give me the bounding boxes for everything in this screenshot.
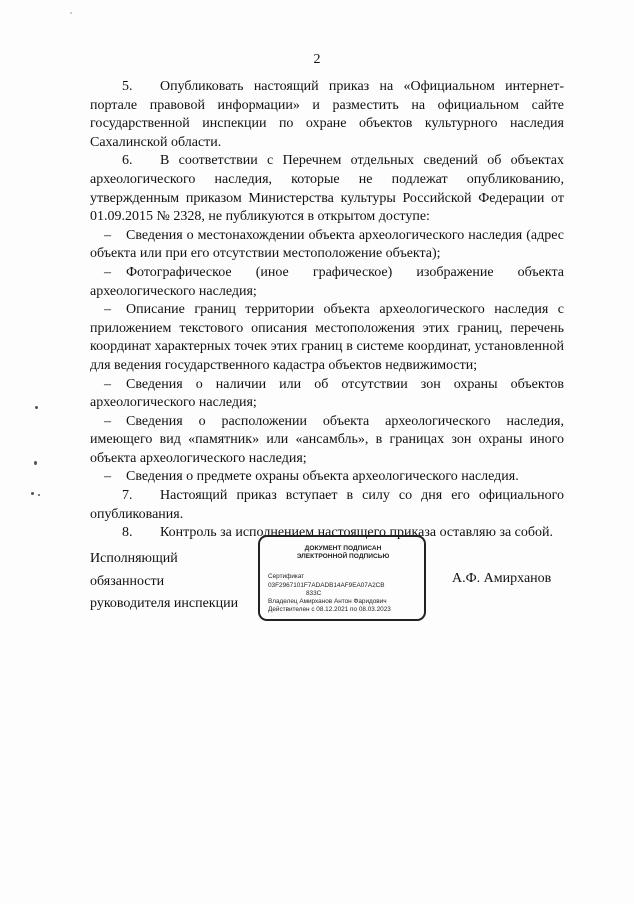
dash-item-text: Фотографическое (иное графическое) изображение объекта археологического наследия; xyxy=(90,264,564,299)
signatory-position xyxy=(90,548,250,616)
scan-speck xyxy=(38,494,40,496)
dash-bullet: – xyxy=(104,302,111,318)
page-number: 2 xyxy=(313,52,321,67)
stamp-heading: ЭЛЕКТРОННОЙ ПОДПИСЬЮ xyxy=(296,553,390,561)
electronic-signature-stamp xyxy=(258,535,426,621)
stamp-heading: ДОКУМЕНТ ПОДПИСАН xyxy=(304,545,382,552)
dash-item xyxy=(90,376,564,413)
dash-item-text: Сведения о расположении объекта археологического наследия, имеющего вид «памятник» или «ансамбль», в границах зон охраны иного объекта археологического наследия; xyxy=(90,413,564,466)
scan-speck xyxy=(70,12,72,14)
position-line: Исполняющий xyxy=(90,551,178,566)
item-number: 6. xyxy=(122,153,133,169)
dash-bullet: – xyxy=(104,413,111,429)
position-line: руководителя инспекции xyxy=(90,596,239,611)
dash-item xyxy=(90,301,564,375)
dash-bullet: – xyxy=(104,469,111,485)
dash-bullet: – xyxy=(104,264,111,280)
position-line: обязанности xyxy=(90,573,165,589)
dash-item xyxy=(90,227,564,264)
item-text: В соответствии с Перечнем отдельных сведений об объектах археологического наследия, которые не подлежат опубликованию, утвержденным приказом Министерства культуры Российской Федерации от 01.09.2015 № 2328, не публикуются в открытом доступе: xyxy=(90,153,564,225)
signatory-name: А.Ф. Амирханов xyxy=(452,571,552,586)
numbered-item-6 xyxy=(90,152,564,226)
dash-bullet: – xyxy=(104,227,111,243)
item-number: 5. xyxy=(122,79,133,94)
numbered-item-7 xyxy=(90,487,564,524)
item-number: 7. xyxy=(122,488,133,504)
item-text: Контроль за исполнением настоящего приказа оставляю за собой. xyxy=(160,525,554,541)
numbered-item-5 xyxy=(90,78,564,152)
item-number: 8. xyxy=(122,525,133,541)
dash-bullet: – xyxy=(104,376,111,392)
scan-speck xyxy=(31,492,34,495)
document-body xyxy=(90,78,564,543)
dash-item xyxy=(90,468,564,487)
stamp-certificate: Сертификат 03F2967101F7ADADB14AF9EA07A2CB xyxy=(268,573,385,589)
stamp-owner: Владелец Амирханов Антон Фаридович xyxy=(268,598,387,606)
scan-speck xyxy=(34,461,37,465)
dash-item-text: Описание границ территории объекта археологического наследия с приложением текстового описания местоположения этих границ, перечень координат характерных точек этих границ в системе координат, установленной для ведения государственного кадастра объектов недвижимости; xyxy=(90,302,564,373)
stamp-certificate-cont: 833C xyxy=(306,589,322,597)
dash-item-text: Сведения о предмете охраны объекта археологического наследия. xyxy=(126,469,519,485)
item-text: Опубликовать настоящий приказ на «Официальном интернет-портале правовой информации» и разместить на официальном сайте государственной инспекции по охране объектов культурного наследия Сахалинской области. xyxy=(90,79,564,150)
item-text: Настоящий приказ вступает в силу со дня его официального опубликования. xyxy=(90,488,564,522)
dash-item xyxy=(90,413,564,469)
stamp-validity: Действителен с 08.12.2021 по 08.03.2023 xyxy=(268,606,391,614)
scan-speck xyxy=(35,406,38,409)
dash-item-text: Сведения о местонахождении объекта археологического наследия (адрес объекта или при его отсутствии местоположение объекта); xyxy=(90,227,564,262)
dash-item xyxy=(90,264,564,301)
dash-item-text: Сведения о наличии или об отсутствии зон охраны объектов археологического наследия; xyxy=(90,376,564,411)
